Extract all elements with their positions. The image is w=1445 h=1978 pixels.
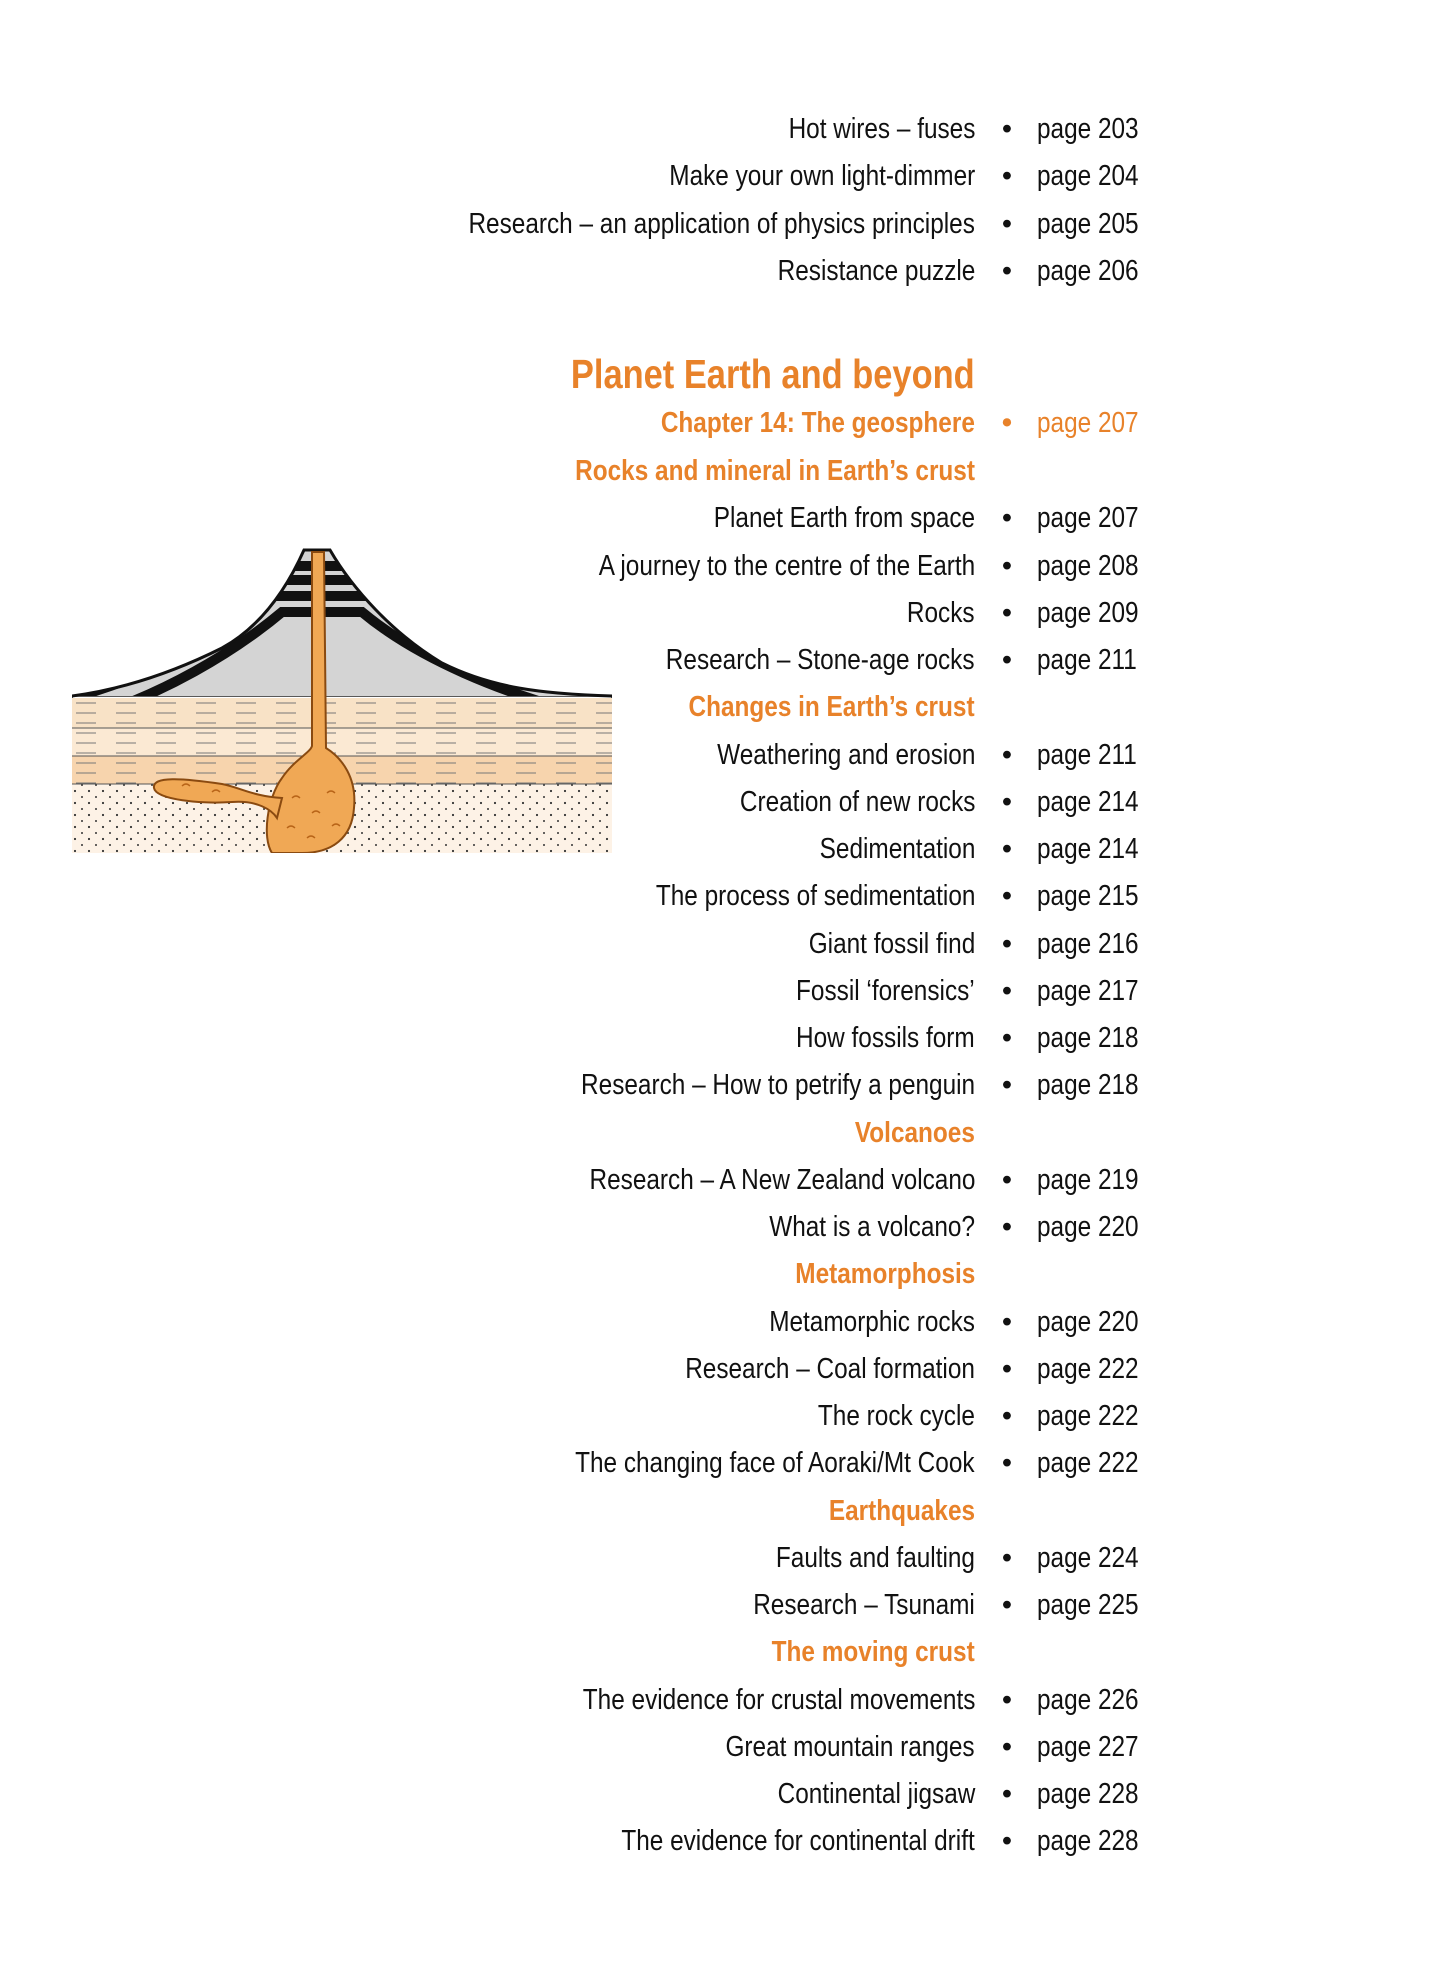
bullet: • <box>1001 974 1013 1007</box>
entry-title: Giant fossil find <box>808 927 975 960</box>
entry-title: The changing face of Aoraki/Mt Cook <box>575 1447 975 1480</box>
entry-page: page 209 <box>1037 596 1139 629</box>
subheading <box>0 1110 1445 1156</box>
entry-page: page 222 <box>1037 1400 1139 1432</box>
toc-entry[interactable] <box>0 106 1445 152</box>
entry-page: page 214 <box>1037 785 1139 818</box>
toc-entry[interactable] <box>0 248 1445 294</box>
entry-page: page 218 <box>1037 1022 1139 1054</box>
toc-entry[interactable] <box>0 495 1445 541</box>
entry-page: page 205 <box>1037 207 1139 240</box>
toc-entry[interactable] <box>0 1062 1445 1108</box>
toc-entry[interactable] <box>0 1818 1445 1864</box>
bullet: • <box>1001 113 1013 145</box>
subheading <box>0 1629 1445 1675</box>
bullet: • <box>1001 407 1013 439</box>
entry-title: The evidence for continental drift <box>621 1825 975 1858</box>
toc-entry[interactable] <box>0 153 1445 199</box>
entry-title: Research – Coal formation <box>685 1352 975 1385</box>
entry-title: A journey to the centre of the Earth <box>598 549 975 582</box>
entry-page: page 215 <box>1037 880 1139 913</box>
entry-page: page 228 <box>1037 1825 1139 1858</box>
entry-title: What is a volcano? <box>769 1211 975 1243</box>
bullet: • <box>1001 160 1013 193</box>
subheading-title: The moving crust <box>771 1636 975 1669</box>
entry-title: The rock cycle <box>817 1400 975 1432</box>
entry-title: Rocks <box>907 596 975 629</box>
toc-entry[interactable] <box>0 1440 1445 1486</box>
entry-page: page 206 <box>1037 254 1139 287</box>
bullet: • <box>1001 738 1013 771</box>
toc-entry[interactable] <box>0 921 1445 967</box>
entry-page: page 220 <box>1037 1305 1139 1338</box>
entry-title: Research – Tsunami <box>753 1589 975 1621</box>
entry-page: page 222 <box>1037 1352 1139 1385</box>
toc-entry[interactable] <box>0 873 1445 919</box>
entry-page: page 216 <box>1037 927 1139 960</box>
toc-entry[interactable] <box>0 1771 1445 1817</box>
entry-page: page 220 <box>1037 1211 1139 1243</box>
bullet: • <box>1001 254 1013 287</box>
entry-title: Research – How to petrify a penguin <box>580 1069 975 1102</box>
chapter-page: page 207 <box>1037 407 1139 439</box>
entry-title: The evidence for crustal movements <box>582 1683 975 1716</box>
entry-page: page 225 <box>1037 1589 1139 1621</box>
entry-title: Faults and faulting <box>775 1541 975 1574</box>
bullet: • <box>1001 207 1013 240</box>
entry-page: page 219 <box>1037 1163 1139 1196</box>
entry-page: page 227 <box>1037 1730 1139 1763</box>
toc-entry[interactable] <box>0 968 1445 1014</box>
subheading-title: Rocks and mineral in Earth’s crust <box>575 455 975 487</box>
entry-page: page 226 <box>1037 1683 1139 1716</box>
subheading-title: Changes in Earth’s crust <box>688 691 975 724</box>
bullet: • <box>1001 596 1013 629</box>
bullet: • <box>1001 833 1013 865</box>
entry-title: Research – an application of physics principles <box>468 207 975 240</box>
toc-entry[interactable] <box>0 1677 1445 1723</box>
entry-title: Resistance puzzle <box>777 254 975 287</box>
volcano-cross-section-icon <box>72 548 612 853</box>
bullet: • <box>1001 785 1013 818</box>
toc-entry[interactable] <box>0 1724 1445 1770</box>
entry-title: Fossil ‘forensics’ <box>796 974 975 1007</box>
entry-page: page 203 <box>1037 113 1139 145</box>
chapter-title: Chapter 14: The geosphere <box>660 407 975 439</box>
entry-page: page 211 <box>1037 644 1137 676</box>
entry-title: Sedimentation <box>819 833 975 865</box>
entry-page: page 228 <box>1037 1778 1139 1810</box>
entry-page: page 214 <box>1037 833 1139 865</box>
bullet: • <box>1001 1541 1013 1574</box>
subheading-title: Metamorphosis <box>794 1258 975 1291</box>
toc-entry[interactable] <box>0 1582 1445 1628</box>
entry-title: Hot wires – fuses <box>788 113 975 145</box>
toc-entry[interactable] <box>0 1157 1445 1203</box>
section-title: Planet Earth and beyond <box>571 351 975 397</box>
entry-page: page 207 <box>1037 502 1139 535</box>
bullet: • <box>1001 1352 1013 1385</box>
subheading <box>0 448 1445 494</box>
toc-entry[interactable] <box>0 1299 1445 1345</box>
bullet: • <box>1001 1683 1013 1716</box>
subheading <box>0 1488 1445 1534</box>
subheading-title: Volcanoes <box>854 1116 975 1149</box>
bullet: • <box>1001 644 1013 676</box>
toc-entry[interactable] <box>0 201 1445 247</box>
bullet: • <box>1001 1447 1013 1480</box>
chapter-row[interactable] <box>0 400 1445 446</box>
bullet: • <box>1001 1211 1013 1243</box>
bullet: • <box>1001 1730 1013 1763</box>
entry-title: Metamorphic rocks <box>769 1305 975 1338</box>
entry-title: Continental jigsaw <box>777 1778 975 1810</box>
entry-title: Make your own light-dimmer <box>669 160 975 193</box>
entry-title: Planet Earth from space <box>713 502 975 535</box>
bullet: • <box>1001 1069 1013 1102</box>
bullet: • <box>1001 880 1013 913</box>
bullet: • <box>1001 1589 1013 1621</box>
bullet: • <box>1001 1163 1013 1196</box>
entry-page: page 217 <box>1037 974 1139 1007</box>
bullet: • <box>1001 1305 1013 1338</box>
bullet: • <box>1001 1825 1013 1858</box>
bullet: • <box>1001 1022 1013 1054</box>
entry-page: page 204 <box>1037 160 1139 193</box>
subheading-title: Earthquakes <box>828 1494 975 1527</box>
entry-page: page 224 <box>1037 1541 1139 1574</box>
entry-page: page 218 <box>1037 1069 1139 1102</box>
entry-title: Research – A New Zealand volcano <box>589 1163 975 1196</box>
entry-title: How fossils form <box>796 1022 975 1054</box>
toc-entry[interactable] <box>0 1346 1445 1392</box>
bullet: • <box>1001 927 1013 960</box>
bullet: • <box>1001 502 1013 535</box>
toc-entry[interactable] <box>0 1015 1445 1061</box>
bullet: • <box>1001 549 1013 582</box>
toc-entry[interactable] <box>0 1204 1445 1250</box>
entry-title: Great mountain ranges <box>725 1730 975 1763</box>
entry-page: page 211 <box>1037 738 1137 771</box>
entry-page: page 222 <box>1037 1447 1139 1480</box>
entry-title: The process of sedimentation <box>655 880 975 913</box>
toc-entry[interactable] <box>0 1393 1445 1439</box>
entry-page: page 208 <box>1037 549 1139 582</box>
entry-title: Weathering and erosion <box>716 738 975 771</box>
toc-entry[interactable] <box>0 1535 1445 1581</box>
entry-title: Creation of new rocks <box>739 785 975 818</box>
entry-title: Research – Stone-age rocks <box>666 644 975 676</box>
bullet: • <box>1001 1778 1013 1810</box>
subheading <box>0 1251 1445 1297</box>
bullet: • <box>1001 1400 1013 1432</box>
